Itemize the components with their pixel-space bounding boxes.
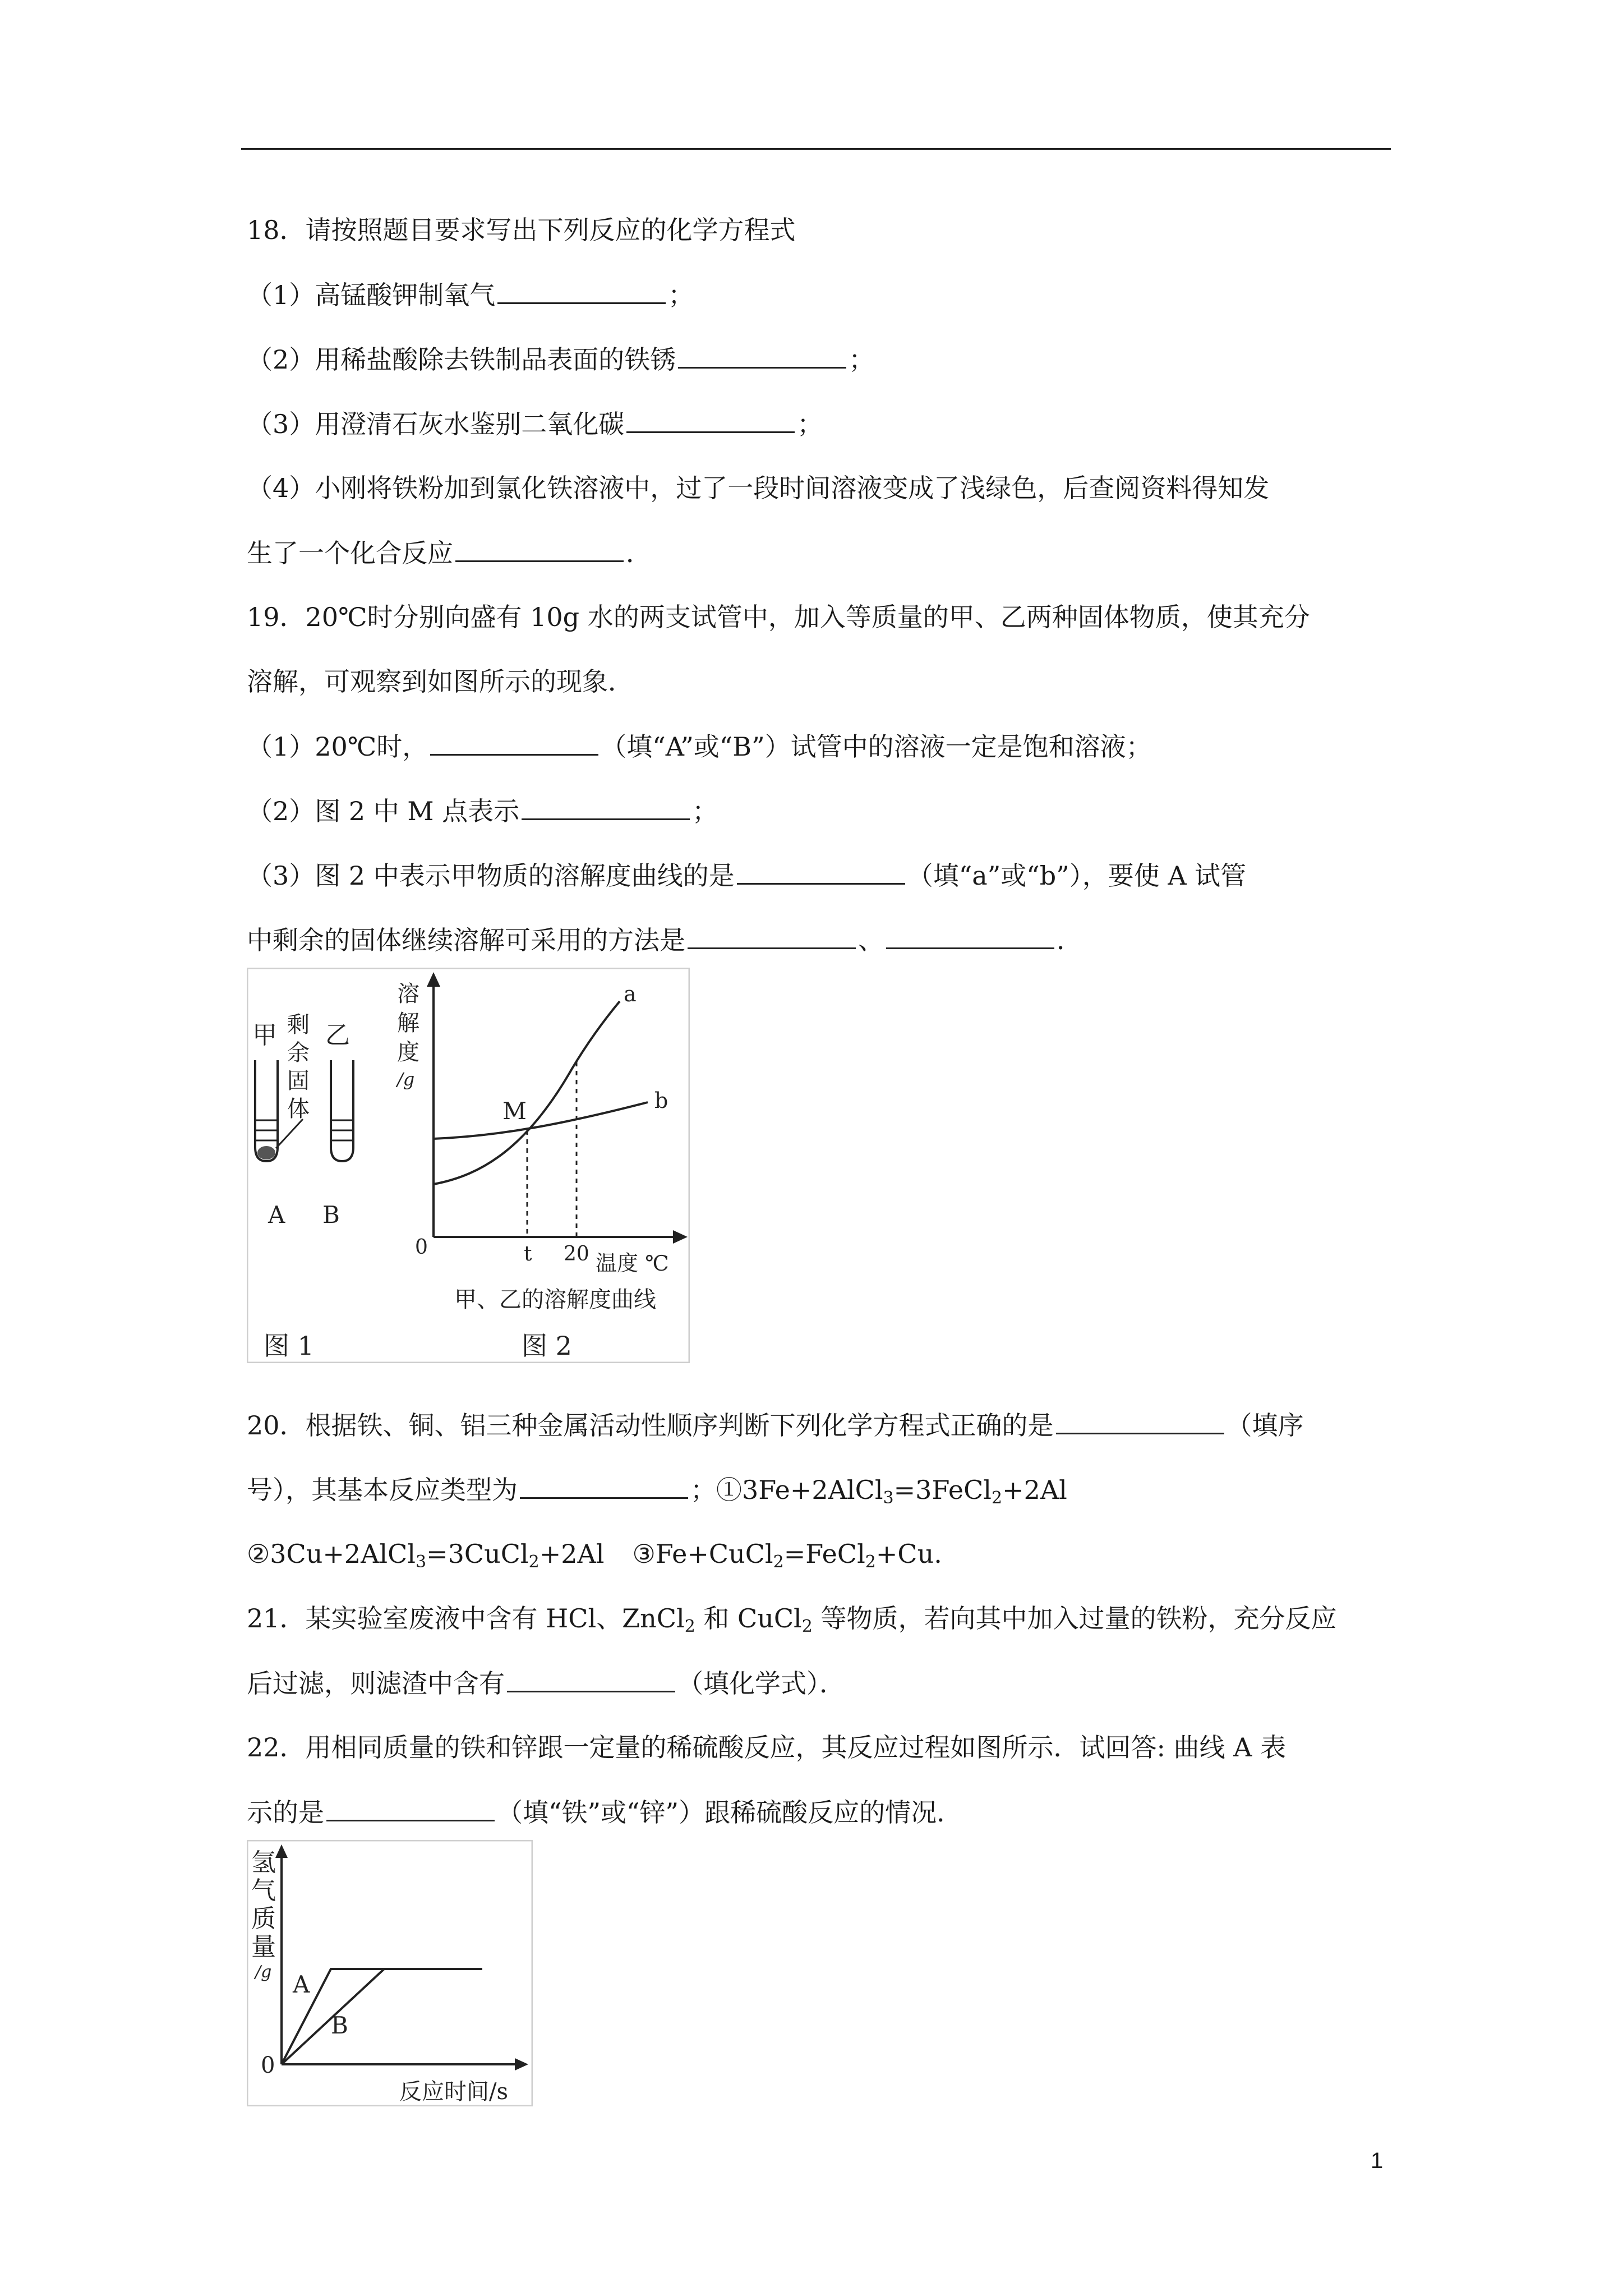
x-axis-label: 温度 ℃: [596, 1251, 669, 1276]
q19-part3-hint: （填“a”或“b”），要使 A 试管: [907, 861, 1247, 891]
label-curve-b: b: [654, 1088, 668, 1113]
q19-title-line1: 19．20℃时分别向盛有 10g 水的两支试管中，加入等质量的甲、乙两种固体物质，使其充分: [247, 602, 1310, 632]
label-yi: 乙: [325, 1021, 350, 1050]
figure-2-subtitle: 甲、乙的溶解度曲线: [454, 1287, 656, 1313]
q18-part3-text: （3）用澄清石灰水鉴别二氧化碳: [247, 409, 625, 439]
q18-part3: [247, 407, 823, 441]
q19-part1: [247, 729, 1152, 763]
label-residue-3: 固: [287, 1068, 310, 1094]
subscript: 2: [865, 1552, 876, 1572]
figure-frame: [247, 1841, 532, 2106]
q19-part2-text: （2）图 2 中 M 点表示: [247, 796, 520, 826]
subscript: 2: [773, 1552, 784, 1572]
label-curve-b: B: [331, 2012, 348, 2039]
x-axis-label: 反应时间/s: [399, 2079, 509, 2105]
ylabel-5: /g: [255, 1962, 272, 1982]
q21-text: 后过滤，则滤渣中含有: [247, 1668, 505, 1699]
answer-blank[interactable]: [688, 923, 856, 949]
q20-hint: （填序: [1226, 1410, 1304, 1441]
equation-1-part: =3FeCl: [893, 1475, 992, 1505]
q21-line1: [247, 1602, 1336, 1635]
q18-part4-line2: [247, 536, 652, 570]
ylabel-4: 量: [251, 1932, 276, 1961]
punct: ；: [692, 796, 718, 826]
figure-2-caption: 图 2: [522, 1331, 572, 1361]
q18-part4-line1: （4）小刚将铁粉加到氯化铁溶液中，过了一段时间溶液变成了浅绿色，后查阅资料得知发: [247, 473, 1270, 503]
punct: ．: [1057, 925, 1082, 955]
q19-part2: [247, 794, 718, 828]
subscript: 2: [801, 1617, 813, 1636]
equation-3-part: =FeCl: [783, 1539, 865, 1569]
q20-text: 号），其基本反应类型为: [247, 1475, 518, 1505]
label-origin: 0: [261, 2053, 275, 2078]
subscript: 2: [991, 1488, 1003, 1508]
label-residue-2: 余: [287, 1040, 310, 1066]
equation-3-part: ③Fe+CuCl: [632, 1539, 773, 1569]
page-number: 1: [1371, 2148, 1384, 2173]
q19-part1-text: （1）20℃时，: [247, 731, 428, 762]
ylabel-1: 溶: [397, 981, 419, 1007]
answer-blank[interactable]: [326, 1795, 495, 1821]
header-rule: [241, 148, 1391, 150]
answer-blank[interactable]: [520, 1473, 688, 1499]
q18-part1-text: （1）高锰酸钾制氧气: [247, 280, 496, 310]
ylabel-3: 度: [397, 1039, 419, 1065]
equation-3-part: +Cu.: [875, 1539, 942, 1569]
punct: ；: [849, 344, 875, 375]
label-origin: 0: [415, 1236, 428, 1259]
q18-part4-text: 生了一个化合反应: [247, 538, 453, 568]
q21-text: 21．某实验室废液中含有 HCl、ZnCl: [247, 1603, 685, 1634]
answer-blank[interactable]: [678, 342, 846, 369]
punct: ．: [626, 538, 652, 568]
q22-text: 示的是: [247, 1797, 324, 1828]
q21-line2: [247, 1666, 845, 1700]
subscript: 3: [415, 1552, 427, 1572]
equation-1-part: ；①3Fe+2AlCl: [690, 1475, 883, 1505]
q19-part3: [247, 858, 1246, 892]
label-tick-t: t: [524, 1243, 532, 1266]
q22-hint: （填“铁”或“锌”）跟稀硫酸反应的情况．: [497, 1797, 963, 1828]
label-curve-a: a: [624, 982, 637, 1006]
subscript: 2: [684, 1617, 695, 1636]
label-curve-a: A: [293, 1971, 310, 1998]
q19-part1-hint: （填“A”或“B”）试管中的溶液一定是饱和溶液；: [601, 731, 1152, 762]
answer-blank[interactable]: [1056, 1408, 1224, 1434]
answer-blank[interactable]: [886, 923, 1054, 949]
q19-part3-text2: 中剩余的固体继续溶解可采用的方法是: [247, 925, 685, 955]
label-point-m: M: [502, 1097, 527, 1125]
label-residue-1: 剩: [287, 1012, 310, 1038]
equation-1-part: +2Al: [1002, 1475, 1067, 1505]
q19-part3-text: （3）图 2 中表示甲物质的溶解度曲线的是: [247, 861, 735, 891]
ylabel-1: 氢: [251, 1848, 276, 1877]
answer-blank[interactable]: [497, 278, 666, 304]
answer-blank[interactable]: [507, 1666, 675, 1692]
equation-2-part: ②3Cu+2AlCl: [247, 1539, 416, 1569]
figure-1-2: [247, 968, 690, 1363]
q20-line3: [247, 1537, 942, 1571]
figure-1-caption: 图 1: [264, 1331, 314, 1361]
figure-3: [247, 1840, 533, 2106]
answer-blank[interactable]: [626, 407, 795, 433]
ylabel-3: 质: [251, 1904, 276, 1933]
label-residue-4: 体: [287, 1096, 310, 1122]
q19-title-line2: 溶解，可观察到如图所示的现象．: [247, 666, 634, 697]
label-a: A: [268, 1201, 285, 1228]
q18-part2: [247, 342, 874, 376]
ylabel-2: 气: [251, 1876, 276, 1905]
q22-line1: 22．用相同质量的铁和锌跟一定量的稀硫酸反应，其反应过程如图所示．试回答: 曲线 A 表: [247, 1732, 1287, 1763]
q18-part2-text: （2）用稀盐酸除去铁制品表面的铁锈: [247, 344, 676, 375]
q18-title: 18．请按照题目要求写出下列反应的化学方程式: [247, 215, 796, 245]
q22-line2: [247, 1795, 962, 1829]
solid-residue: [257, 1146, 275, 1159]
q21-hint: （填化学式）．: [677, 1668, 845, 1699]
equation-2-part: +2Al: [539, 1539, 605, 1569]
label-jia: 甲: [252, 1021, 277, 1050]
answer-blank[interactable]: [737, 858, 905, 885]
label-b: B: [322, 1201, 340, 1228]
equation-2-part: =3CuCl: [426, 1539, 529, 1569]
punct: ；: [668, 280, 694, 310]
q20-title: [247, 1408, 1304, 1442]
q19-part3-line2: [247, 923, 1082, 957]
punct: 、: [858, 925, 884, 955]
answer-blank[interactable]: [522, 794, 690, 820]
ylabel-2: 解: [397, 1010, 419, 1036]
q20-line2: [247, 1473, 1067, 1507]
q18-part1: [247, 278, 694, 312]
q21-text: 等物质，若向其中加入过量的铁粉，充分反应: [812, 1603, 1337, 1634]
punct: ；: [797, 409, 823, 439]
subscript: 2: [528, 1552, 540, 1572]
q20-text: 20．根据铁、铜、铝三种金属活动性顺序判断下列化学方程式正确的是: [247, 1410, 1054, 1441]
label-tick-20: 20: [564, 1243, 589, 1266]
ylabel-4: /g: [397, 1069, 415, 1090]
subscript: 3: [883, 1488, 894, 1508]
answer-blank[interactable]: [455, 536, 624, 562]
q21-text: 和 CuCl: [695, 1603, 802, 1634]
answer-blank[interactable]: [430, 729, 598, 756]
